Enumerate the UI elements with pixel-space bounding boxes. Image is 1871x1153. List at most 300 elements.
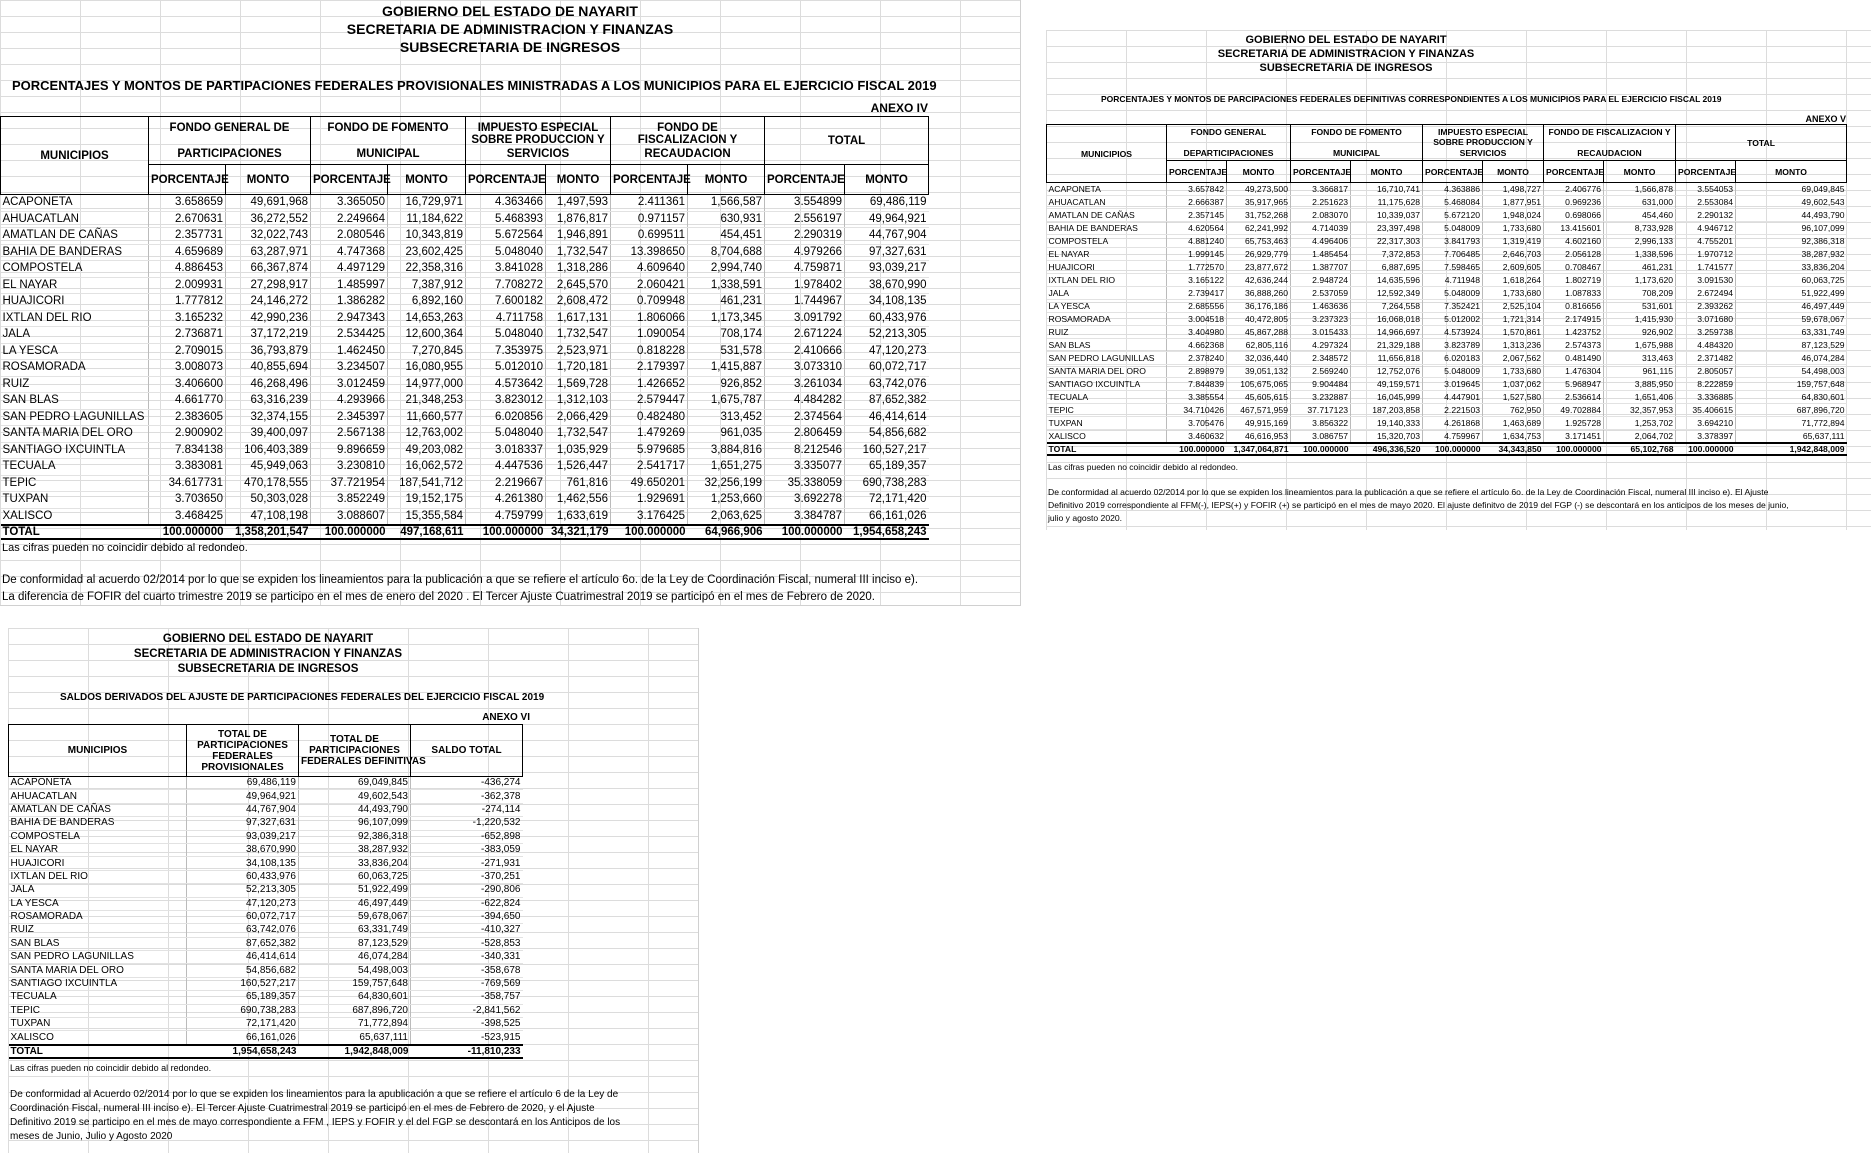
value-cell: 1.463636 <box>1291 300 1351 313</box>
value-cell: 3.004518 <box>1167 313 1227 326</box>
value-cell: 1,651,406 <box>1604 391 1676 404</box>
value-cell: 2.348572 <box>1291 352 1351 365</box>
value-cell: 1,733,680 <box>1483 222 1544 235</box>
value-cell: 45,867,288 <box>1227 326 1291 339</box>
value-cell: 7.352421 <box>1423 300 1483 313</box>
municipio-name-cell: JALA <box>1 327 149 344</box>
value-cell: 21,348,253 <box>388 393 466 410</box>
value-cell: 3.703650 <box>149 492 226 509</box>
value-cell: 5.012010 <box>466 360 546 377</box>
value-cell: 1,675,988 <box>1604 339 1676 352</box>
total-value-cell: 100.000000 <box>466 525 546 539</box>
value-cell: 2.290132 <box>1676 209 1736 222</box>
value-cell: 3.554053 <box>1676 183 1736 196</box>
total-value-cell: 100.000000 <box>1544 443 1604 455</box>
sheet1-sub-porcentaje: PORCENTAJE <box>611 165 688 195</box>
value-cell: 1,566,587 <box>688 195 765 212</box>
value-cell: 7.708272 <box>466 277 546 294</box>
table-row <box>9 830 523 843</box>
value-cell: -358,678 <box>411 964 523 977</box>
total-value-cell: 100.000000 <box>1167 443 1227 455</box>
value-cell: 1,253,660 <box>688 492 765 509</box>
value-cell: 49,964,921 <box>845 211 929 228</box>
value-cell: 65,189,357 <box>845 459 929 476</box>
table-row <box>1047 222 1847 235</box>
value-cell: 690,738,283 <box>845 475 929 492</box>
value-cell: 2.009931 <box>149 277 226 294</box>
group-l2 <box>1169 137 1288 148</box>
sheet2-sub-monto: MONTO <box>1604 161 1676 183</box>
value-cell: 1.485454 <box>1291 248 1351 261</box>
value-cell: 66,367,874 <box>226 261 311 278</box>
sheet3-col-municipios: MUNICIPIOS <box>9 725 187 777</box>
value-cell: 2,523,971 <box>546 343 611 360</box>
value-cell: 96,107,099 <box>299 817 411 830</box>
value-cell: 4.497129 <box>311 261 388 278</box>
table-row <box>9 937 523 950</box>
sheet1-header-line-2: SECRETARIA DE ADMINISTRACION Y FINANZAS <box>346 21 674 37</box>
municipio-name-cell: IXTLAN DEL RIO <box>1 310 149 327</box>
value-cell: 60,063,725 <box>1736 274 1847 287</box>
table-row <box>1 492 929 509</box>
value-cell: 2,063,625 <box>688 508 765 525</box>
value-cell: 2.569240 <box>1291 365 1351 378</box>
value-cell: 4.261868 <box>1423 417 1483 430</box>
table-row <box>1 508 929 525</box>
municipio-name-cell: HUAJICORI <box>1 294 149 311</box>
value-cell: 1,527,580 <box>1483 391 1544 404</box>
value-cell: 313,463 <box>1604 352 1676 365</box>
value-cell: 1.970712 <box>1676 248 1736 261</box>
value-cell: 3.366817 <box>1291 183 1351 196</box>
value-cell: 461,231 <box>688 294 765 311</box>
total-value-cell: 34,343,850 <box>1483 443 1544 455</box>
table-row <box>9 1004 523 1017</box>
value-cell: 2.670631 <box>149 211 226 228</box>
value-cell: 7,372,853 <box>1351 248 1423 261</box>
value-cell: 92,386,318 <box>1736 235 1847 248</box>
value-cell: 50,303,028 <box>226 492 311 509</box>
value-cell: 24,146,272 <box>226 294 311 311</box>
sheet1-col-municipios: MUNICIPIOS <box>1 117 149 195</box>
value-cell: 23,397,498 <box>1351 222 1423 235</box>
value-cell: -358,757 <box>411 991 523 1004</box>
sheet1-sub-porcentaje: PORCENTAJE <box>311 165 388 195</box>
sheet2-title: PORCENTAJES Y MONTOS DE PARCIPACIONES FEDERALES DEFINITIVAS CORRESPONDIENTES A LOS MUNICIPIOS PARA EL EJERCICIO FISCAL 2019 <box>1101 94 1722 104</box>
sheet3-rounding-note: Las cifras pueden no coincidir debido al redondeo. <box>10 1063 212 1073</box>
value-cell: 105,675,065 <box>1227 378 1291 391</box>
sheet2-sub-porcentaje: PORCENTAJE <box>1676 161 1736 183</box>
value-cell: 313,452 <box>688 409 765 426</box>
value-cell: 0.969236 <box>1544 196 1604 209</box>
value-cell: 16,729,971 <box>388 195 466 212</box>
total-value-cell: 1,358,201,547 <box>226 525 311 539</box>
value-cell: 2.393262 <box>1676 300 1736 313</box>
sheet1-group-header <box>311 117 466 165</box>
municipio-name-cell: COMPOSTELA <box>9 830 187 843</box>
table-row <box>1 442 929 459</box>
value-cell: 1.087833 <box>1544 287 1604 300</box>
table-row <box>1 228 929 245</box>
value-cell: 5.672564 <box>466 228 546 245</box>
value-cell: 49,203,082 <box>388 442 466 459</box>
value-cell: 46,268,496 <box>226 376 311 393</box>
value-cell: 0.971157 <box>611 211 688 228</box>
value-cell: -652,898 <box>411 830 523 843</box>
table-row <box>1047 352 1847 365</box>
value-cell: 1.476304 <box>1544 365 1604 378</box>
value-cell: 4.659689 <box>149 244 226 261</box>
municipio-name-cell: TECUALA <box>1047 391 1167 404</box>
value-cell: 3.856322 <box>1291 417 1351 430</box>
table-row <box>1 343 929 360</box>
value-cell: 0.699511 <box>611 228 688 245</box>
value-cell: 59,678,067 <box>299 910 411 923</box>
value-cell: 1,498,727 <box>1483 183 1544 196</box>
value-cell: 4.484320 <box>1676 339 1736 352</box>
value-cell: 3.823012 <box>466 393 546 410</box>
group-l1: IMPUESTO ESPECIAL <box>477 121 599 134</box>
value-cell: 630,931 <box>688 211 765 228</box>
value-cell: 2.374564 <box>765 409 845 426</box>
value-cell: 19,152,175 <box>388 492 466 509</box>
sheet1-sub-monto: MONTO <box>546 165 611 195</box>
value-cell: 71,772,894 <box>1736 417 1847 430</box>
value-cell: 4.573642 <box>466 376 546 393</box>
total-value-cell: 100.000000 <box>1291 443 1351 455</box>
value-cell: 32,256,199 <box>688 475 765 492</box>
sheet2-sub-porcentaje: PORCENTAJE <box>1291 161 1351 183</box>
col-line: PARTICIPACIONES <box>309 745 400 756</box>
value-cell: 19,140,333 <box>1351 417 1423 430</box>
value-cell: 11,175,628 <box>1351 196 1423 209</box>
value-cell: 2.357731 <box>149 228 226 245</box>
value-cell: 3.841028 <box>466 261 546 278</box>
total-value-cell: 1,942,848,009 <box>1736 443 1847 455</box>
value-cell: 93,039,217 <box>187 830 299 843</box>
value-cell: 3.008073 <box>149 360 226 377</box>
table-row <box>1047 196 1847 209</box>
value-cell: 106,403,389 <box>226 442 311 459</box>
value-cell: 2,646,703 <box>1483 248 1544 261</box>
value-cell: 1,253,702 <box>1604 417 1676 430</box>
value-cell: 1.426652 <box>611 376 688 393</box>
value-cell: 7.844839 <box>1167 378 1227 391</box>
total-value-cell: 1,347,064,871 <box>1227 443 1291 455</box>
value-cell: 1.925728 <box>1544 417 1604 430</box>
value-cell: 38,670,990 <box>187 843 299 856</box>
value-cell: 3.176425 <box>611 508 688 525</box>
value-cell: 2.537059 <box>1291 287 1351 300</box>
value-cell: 3.086757 <box>1291 430 1351 444</box>
value-cell: 36,176,186 <box>1227 300 1291 313</box>
value-cell: 2.736871 <box>149 327 226 344</box>
table-row <box>1 360 929 377</box>
total-value-cell: 100.000000 <box>611 525 688 539</box>
value-cell: 10,343,819 <box>388 228 466 245</box>
col-line: PROVISIONALES <box>201 761 284 773</box>
value-cell: 2.806459 <box>765 426 845 443</box>
value-cell: 3.237323 <box>1291 313 1351 326</box>
sheet1-rounding-note: Las cifras pueden no coincidir debido al redondeo. <box>2 542 248 554</box>
sheet3-header-line-1: GOBIERNO DEL ESTADO DE NAYARIT <box>162 633 374 645</box>
value-cell: 32,357,953 <box>1604 404 1676 417</box>
value-cell: 2,064,702 <box>1604 430 1676 444</box>
value-cell: 35.406615 <box>1676 404 1736 417</box>
value-cell: 5.468393 <box>466 211 546 228</box>
sheet1-sub-porcentaje: PORCENTAJE <box>765 165 845 195</box>
value-cell: 2,067,562 <box>1483 352 1544 365</box>
value-cell: 7,264,558 <box>1351 300 1423 313</box>
sheet1-sub-monto: MONTO <box>226 165 311 195</box>
value-cell: 4.293966 <box>311 393 388 410</box>
sheet2-group-header <box>1167 125 1291 161</box>
sheet3-header-line-3: SUBSECRETARIA DE INGRESOS <box>177 663 359 675</box>
municipio-name-cell: EL NAYAR <box>9 843 187 856</box>
municipio-name-cell: HUAJICORI <box>9 857 187 870</box>
value-cell: 3.823789 <box>1423 339 1483 352</box>
value-cell: 87,652,382 <box>845 393 929 410</box>
value-cell: 45,605,615 <box>1227 391 1291 404</box>
value-cell: 2.179397 <box>611 360 688 377</box>
group-l2 <box>1546 137 1673 148</box>
value-cell: 16,045,999 <box>1351 391 1423 404</box>
table-row <box>1 409 929 426</box>
value-cell: 5.048040 <box>466 327 546 344</box>
value-cell: 1.462450 <box>311 343 388 360</box>
value-cell: 39,400,097 <box>226 426 311 443</box>
value-cell: 92,386,318 <box>299 830 411 843</box>
municipio-name-cell: TUXPAN <box>1 492 149 509</box>
value-cell: 10,339,037 <box>1351 209 1423 222</box>
municipio-name-cell: LA YESCA <box>9 897 187 910</box>
table-row <box>1047 274 1847 287</box>
value-cell: -436,274 <box>411 777 523 790</box>
value-cell: 7.834138 <box>149 442 226 459</box>
value-cell: 1.386282 <box>311 294 388 311</box>
value-cell: 5.048009 <box>1423 287 1483 300</box>
value-cell: 51,922,499 <box>1736 287 1847 300</box>
value-cell: 2.219667 <box>466 475 546 492</box>
value-cell: 1,634,753 <box>1483 430 1544 444</box>
value-cell: 60,063,725 <box>299 870 411 883</box>
municipio-name-cell: XALISCO <box>9 1031 187 1045</box>
sheet2-table <box>1046 124 1847 456</box>
value-cell: 47,120,273 <box>845 343 929 360</box>
value-cell: 12,600,364 <box>388 327 466 344</box>
value-cell: 8.212546 <box>765 442 845 459</box>
value-cell: 3.019645 <box>1423 378 1483 391</box>
anexo-iv-sheet <box>0 0 1021 606</box>
value-cell: 1,570,861 <box>1483 326 1544 339</box>
municipio-name-cell: TUXPAN <box>9 1018 187 1031</box>
value-cell: 52,213,305 <box>845 327 929 344</box>
table-row <box>9 1031 523 1045</box>
value-cell: 0.708467 <box>1544 261 1604 274</box>
value-cell: 3,884,816 <box>688 442 765 459</box>
value-cell: -1,220,532 <box>411 817 523 830</box>
value-cell: 21,329,188 <box>1351 339 1423 352</box>
value-cell: 1.090054 <box>611 327 688 344</box>
value-cell: 708,174 <box>688 327 765 344</box>
municipio-name-cell: SAN BLAS <box>1047 339 1167 352</box>
sheet1-header-line-1: GOBIERNO DEL ESTADO DE NAYARIT <box>382 3 638 19</box>
sheet1-table-body <box>1 195 929 540</box>
value-cell: 54,498,003 <box>299 964 411 977</box>
value-cell: 1.741577 <box>1676 261 1736 274</box>
value-cell: 60,433,976 <box>187 870 299 883</box>
municipio-name-cell: ROSAMORADA <box>1 360 149 377</box>
value-cell: 2.357145 <box>1167 209 1227 222</box>
value-cell: 3.554899 <box>765 195 845 212</box>
value-cell: 2.579447 <box>611 393 688 410</box>
value-cell: 159,757,648 <box>1736 378 1847 391</box>
sheet2-sub-porcentaje: PORCENTAJE <box>1167 161 1227 183</box>
value-cell: 4.662368 <box>1167 339 1227 352</box>
col-line: PARTICIPACIONES <box>197 739 288 751</box>
sheet2-sub-monto: MONTO <box>1351 161 1423 183</box>
municipio-name-cell: XALISCO <box>1047 430 1167 444</box>
table-row <box>1047 417 1847 430</box>
value-cell: 2.685556 <box>1167 300 1227 313</box>
group-l3: SERVICIOS <box>1459 148 1507 158</box>
value-cell: 926,852 <box>688 376 765 393</box>
sheet1-annex-label: ANEXO IV <box>870 101 928 115</box>
total-value-cell: 100.000000 <box>765 525 845 539</box>
value-cell: 4.946712 <box>1676 222 1736 235</box>
value-cell: 3,885,950 <box>1604 378 1676 391</box>
value-cell: 60,072,717 <box>187 910 299 923</box>
municipio-name-cell: ROSAMORADA <box>9 910 187 923</box>
value-cell: -528,853 <box>411 937 523 950</box>
value-cell: 3.841793 <box>1423 235 1483 248</box>
value-cell: 8,704,688 <box>688 244 765 261</box>
value-cell: -274,114 <box>411 803 523 816</box>
value-cell: 4.759799 <box>466 508 546 525</box>
value-cell: 23,877,672 <box>1227 261 1291 274</box>
value-cell: 15,355,584 <box>388 508 466 525</box>
value-cell: 6,892,160 <box>388 294 466 311</box>
value-cell: 1,569,728 <box>546 376 611 393</box>
value-cell: 49,964,921 <box>187 790 299 803</box>
value-cell: 60,072,717 <box>845 360 929 377</box>
municipio-name-cell: ACAPONETA <box>1 195 149 212</box>
value-cell: 2.174915 <box>1544 313 1604 326</box>
total-value-cell: 100.000000 <box>149 525 226 539</box>
municipio-name-cell: AHUACATLAN <box>1047 196 1167 209</box>
value-cell: 54,498,003 <box>1736 365 1847 378</box>
municipio-name-cell: AMATLAN DE CAÑAS <box>9 803 187 816</box>
value-cell: 40,472,805 <box>1227 313 1291 326</box>
total-value-cell: 64,966,906 <box>688 525 765 539</box>
value-cell: 3.384787 <box>765 508 845 525</box>
value-cell: 3.383081 <box>149 459 226 476</box>
value-cell: 32,022,743 <box>226 228 311 245</box>
value-cell: 5.968947 <box>1544 378 1604 391</box>
value-cell: 37,172,219 <box>226 327 311 344</box>
municipio-name-cell: SAN PEDRO LAGUNILLAS <box>1 409 149 426</box>
group-l3: PARTICIPACIONES <box>177 147 282 160</box>
table-row <box>9 897 523 910</box>
value-cell: 33,836,204 <box>1736 261 1847 274</box>
total-row <box>1 525 929 539</box>
value-cell: 4.711758 <box>466 310 546 327</box>
value-cell: 1,338,591 <box>688 277 765 294</box>
value-cell: 44,767,904 <box>187 803 299 816</box>
municipio-name-cell: COMPOSTELA <box>1047 235 1167 248</box>
value-cell: -362,378 <box>411 790 523 803</box>
value-cell: 6,887,695 <box>1351 261 1423 274</box>
value-cell: 1,312,103 <box>546 393 611 410</box>
total-value-cell: 100.000000 <box>311 525 388 539</box>
value-cell: 54,856,682 <box>845 426 929 443</box>
municipio-name-cell: XALISCO <box>1 508 149 525</box>
total-value-cell: 34,321,179 <box>546 525 611 539</box>
table-row <box>1047 209 1847 222</box>
value-cell: 7.598465 <box>1423 261 1483 274</box>
value-cell: 54,856,682 <box>187 964 299 977</box>
value-cell: 1,462,556 <box>546 492 611 509</box>
value-cell: 46,074,284 <box>1736 352 1847 365</box>
anexo-v-sheet <box>1046 30 1871 530</box>
value-cell: 22,317,303 <box>1351 235 1423 248</box>
value-cell: 4.496406 <box>1291 235 1351 248</box>
value-cell: 49,691,968 <box>226 195 311 212</box>
value-cell: 5.048040 <box>466 426 546 443</box>
value-cell: 1,319,419 <box>1483 235 1544 248</box>
total-value-cell: 100.000000 <box>1423 443 1483 455</box>
group-l1: FONDO GENERAL <box>1190 127 1267 137</box>
value-cell: 14,977,000 <box>388 376 466 393</box>
municipio-name-cell: JALA <box>1047 287 1167 300</box>
value-cell: 87,123,529 <box>1736 339 1847 352</box>
value-cell: 2.290319 <box>765 228 845 245</box>
value-cell: 1,732,547 <box>546 244 611 261</box>
value-cell: 461,231 <box>1604 261 1676 274</box>
municipio-name-cell: AMATLAN DE CAÑAS <box>1 228 149 245</box>
value-cell: 2.083070 <box>1291 209 1351 222</box>
value-cell: 1.806066 <box>611 310 688 327</box>
municipio-name-cell: SANTIAGO IXCUINTLA <box>1047 378 1167 391</box>
group-l2: SOBRE PRODUCCION Y <box>471 133 605 146</box>
value-cell: 467,571,959 <box>1227 404 1291 417</box>
value-cell: 49,602,543 <box>299 790 411 803</box>
total-label-cell: TOTAL <box>1047 443 1167 455</box>
value-cell: 65,753,463 <box>1227 235 1291 248</box>
group-l2 <box>1293 137 1420 148</box>
value-cell: 38,670,990 <box>845 277 929 294</box>
sheet3-header <box>8 632 528 677</box>
value-cell: 3.230810 <box>311 459 388 476</box>
value-cell: 1,463,689 <box>1483 417 1544 430</box>
value-cell: 69,486,119 <box>845 195 929 212</box>
municipio-name-cell: SANTA MARIA DEL ORO <box>1 426 149 443</box>
value-cell: 39,051,132 <box>1227 365 1291 378</box>
value-cell: 2.947343 <box>311 310 388 327</box>
value-cell: 2,645,570 <box>546 277 611 294</box>
group-l1: IMPUESTO ESPECIAL <box>1437 127 1529 137</box>
value-cell: 38,287,932 <box>1736 248 1847 261</box>
table-row <box>1 211 929 228</box>
value-cell: 63,287,971 <box>226 244 311 261</box>
value-cell: 6.020183 <box>1423 352 1483 365</box>
table-row <box>1047 261 1847 274</box>
value-cell: 69,486,119 <box>187 777 299 790</box>
value-cell: 2.378240 <box>1167 352 1227 365</box>
value-cell: 1,618,264 <box>1483 274 1544 287</box>
value-cell: 2.805057 <box>1676 365 1736 378</box>
total-value-cell: 497,168,611 <box>388 525 466 539</box>
